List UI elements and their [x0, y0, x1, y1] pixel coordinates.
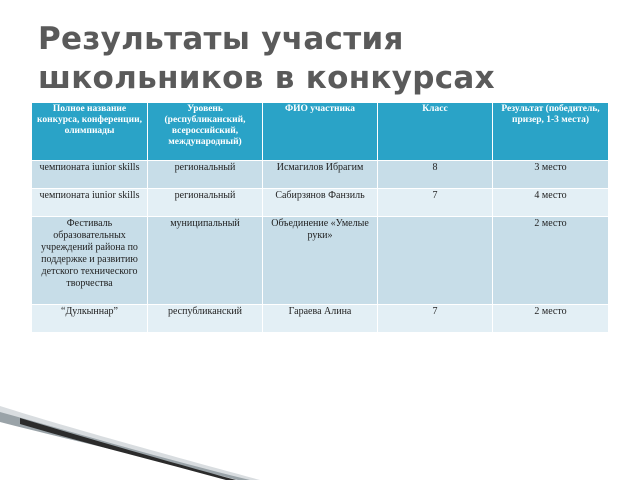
column-header-level: Уровень (республиканский, всероссийский, международный) — [148, 103, 263, 161]
decorative-swoosh — [0, 388, 260, 480]
cell-result: 2 место — [493, 305, 609, 333]
cell-contest: чемпионата iunior skills — [32, 161, 148, 189]
cell-level: региональный — [148, 189, 263, 217]
page-title-line-2: школьников в конкурсах — [38, 60, 495, 96]
results-table — [31, 102, 609, 333]
cell-level: региональный — [148, 161, 263, 189]
table-row — [32, 217, 609, 305]
cell-result: 3 место — [493, 161, 609, 189]
cell-level: муниципальный — [148, 217, 263, 305]
swoosh-light — [0, 406, 260, 480]
table-row — [32, 305, 609, 333]
table-row — [32, 189, 609, 217]
column-header-result: Результат (победитель, призер, 1-3 места) — [493, 103, 609, 161]
cell-result: 4 место — [493, 189, 609, 217]
cell-level: республиканский — [148, 305, 263, 333]
cell-contest: “Дулкыннар” — [32, 305, 148, 333]
cell-participant: Исмагилов Ибрагим — [263, 161, 378, 189]
cell-participant: Сабирзянов Фанзиль — [263, 189, 378, 217]
column-header-participant: ФИО участника — [263, 103, 378, 161]
cell-grade: 7 — [378, 189, 493, 217]
cell-grade: 8 — [378, 161, 493, 189]
column-header-grade: Класс — [378, 103, 493, 161]
cell-result: 2 место — [493, 217, 609, 305]
page-title-line-1: Результаты участия — [38, 21, 404, 57]
cell-contest: Фестиваль образовательных учреждений района по поддержке и развитию детского технического творчества — [32, 217, 148, 305]
cell-grade — [378, 217, 493, 305]
table-row — [32, 161, 609, 189]
cell-participant: Объединение «Умелые руки» — [263, 217, 378, 305]
column-header-contest: Полное название конкурса, конференции, олимпиады — [32, 103, 148, 161]
cell-participant: Гараева Алина — [263, 305, 378, 333]
page-title — [38, 20, 618, 98]
cell-contest: чемпионата iunior skills — [32, 189, 148, 217]
cell-grade: 7 — [378, 305, 493, 333]
